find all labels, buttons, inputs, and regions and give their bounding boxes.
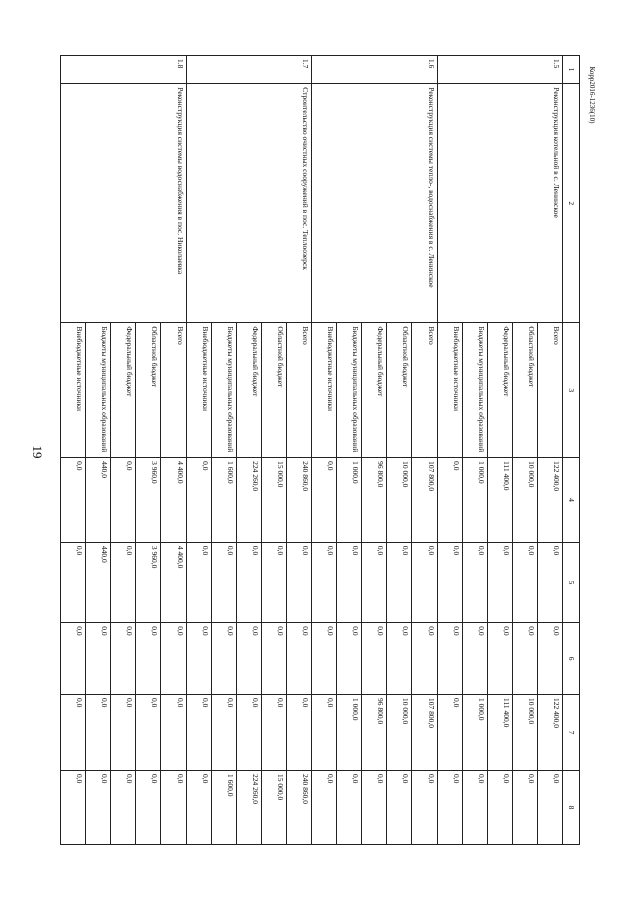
amount-cell: 0,0 (487, 542, 512, 622)
amount-cell: 0,0 (86, 771, 111, 845)
amount-cell: 1 000,0 (337, 694, 362, 770)
amount-cell: 10 000,0 (512, 694, 537, 770)
item-name: Строительство очистных сооружений в пос. Теплоозерск (186, 84, 311, 323)
amount-cell: 0,0 (437, 694, 462, 770)
amount-cell: 0,0 (111, 694, 136, 770)
amount-cell: 0,0 (61, 623, 86, 695)
amount-cell: 15 000,0 (261, 771, 286, 845)
amount-cell: 240 860,0 (286, 458, 311, 543)
amount-cell: 10 000,0 (512, 458, 537, 543)
item-number: 1.8 (61, 56, 187, 84)
amount-cell: 0,0 (387, 542, 412, 622)
document-code: Корр2016-1236(10) (588, 66, 596, 124)
amount-cell: 0,0 (61, 542, 86, 622)
amount-cell: 0,0 (512, 542, 537, 622)
table-row (286, 56, 311, 845)
item-number: 1.5 (437, 56, 562, 84)
header-cell: 8 (563, 771, 580, 845)
amount-cell: 3 960,0 (136, 458, 161, 543)
amount-cell: 0,0 (412, 542, 437, 622)
amount-cell: 10 000,0 (387, 694, 412, 770)
rotated-table-wrapper (60, 55, 580, 845)
amount-cell: 1 600,0 (211, 771, 236, 845)
amount-cell: 224 260,0 (236, 458, 261, 543)
amount-cell: 0,0 (261, 623, 286, 695)
item-name: Реконструкция котельной в с. Ленинское (437, 84, 562, 323)
amount-cell: 0,0 (412, 623, 437, 695)
item-name: Реконструкция системы водоснабжения в пос. Николаевка (61, 84, 187, 323)
amount-cell: 0,0 (186, 694, 211, 770)
amount-cell: 4 400,0 (161, 542, 186, 622)
item-name: Реконструкция системы тепло-, водоснабжения в с. Ленинское (312, 84, 437, 323)
header-cell: 6 (563, 623, 580, 695)
funding-source: Областной бюджет (387, 323, 412, 458)
amount-cell: 0,0 (61, 694, 86, 770)
amount-cell: 0,0 (462, 623, 487, 695)
amount-cell: 440,0 (86, 458, 111, 543)
amount-cell: 96 800,0 (362, 694, 387, 770)
amount-cell: 96 800,0 (362, 458, 387, 543)
amount-cell: 0,0 (437, 458, 462, 543)
item-number: 1.7 (186, 56, 311, 84)
amount-cell: 0,0 (537, 771, 562, 845)
table-row (412, 56, 437, 845)
amount-cell: 0,0 (186, 771, 211, 845)
amount-cell: 0,0 (261, 694, 286, 770)
funding-source: Федеральный бюджет (236, 323, 261, 458)
amount-cell: 0,0 (186, 542, 211, 622)
amount-cell: 0,0 (111, 623, 136, 695)
amount-cell: 0,0 (412, 771, 437, 845)
amount-cell: 0,0 (136, 623, 161, 695)
amount-cell: 0,0 (286, 542, 311, 622)
amount-cell: 0,0 (512, 771, 537, 845)
amount-cell: 0,0 (437, 771, 462, 845)
amount-cell: 0,0 (261, 542, 286, 622)
amount-cell: 107 800,0 (412, 694, 437, 770)
amount-cell: 0,0 (111, 542, 136, 622)
funding-source: Внебюджетные источники (312, 323, 337, 458)
amount-cell: 0,0 (211, 694, 236, 770)
funding-source: Областной бюджет (136, 323, 161, 458)
amount-cell: 0,0 (487, 623, 512, 695)
amount-cell: 0,0 (362, 771, 387, 845)
funding-source: Внебюджетные источники (186, 323, 211, 458)
funding-source: Областной бюджет (512, 323, 537, 458)
amount-cell: 0,0 (437, 542, 462, 622)
amount-cell: 0,0 (512, 623, 537, 695)
amount-cell: 0,0 (111, 458, 136, 543)
amount-cell: 0,0 (186, 623, 211, 695)
amount-cell: 0,0 (236, 542, 261, 622)
table-row (537, 56, 562, 845)
amount-cell: 0,0 (161, 694, 186, 770)
funding-source: Бюджеты муниципальных образований (211, 323, 236, 458)
funding-source: Федеральный бюджет (362, 323, 387, 458)
header-cell: 7 (563, 694, 580, 770)
amount-cell: 0,0 (362, 623, 387, 695)
amount-cell: 0,0 (86, 623, 111, 695)
amount-cell: 0,0 (462, 542, 487, 622)
amount-cell: 0,0 (312, 458, 337, 543)
amount-cell: 0,0 (537, 542, 562, 622)
amount-cell: 0,0 (312, 623, 337, 695)
header-cell: 1 (563, 56, 580, 84)
amount-cell: 0,0 (211, 542, 236, 622)
amount-cell: 0,0 (236, 694, 261, 770)
amount-cell: 0,0 (236, 623, 261, 695)
header-row (563, 56, 580, 845)
funding-source: Внебюджетные источники (61, 323, 86, 458)
amount-cell: 3 960,0 (136, 542, 161, 622)
funding-source: Бюджеты муниципальных образований (462, 323, 487, 458)
amount-cell: 0,0 (312, 542, 337, 622)
amount-cell: 0,0 (487, 771, 512, 845)
budget-table (60, 55, 580, 845)
amount-cell: 0,0 (136, 771, 161, 845)
amount-cell: 0,0 (286, 623, 311, 695)
amount-cell: 0,0 (537, 623, 562, 695)
header-cell: 4 (563, 458, 580, 543)
amount-cell: 1 000,0 (462, 458, 487, 543)
amount-cell: 15 000,0 (261, 458, 286, 543)
amount-cell: 1 000,0 (337, 458, 362, 543)
header-cell: 2 (563, 84, 580, 323)
amount-cell: 0,0 (337, 771, 362, 845)
amount-cell: 10 000,0 (387, 458, 412, 543)
funding-source: Внебюджетные источники (437, 323, 462, 458)
amount-cell: 440,0 (86, 542, 111, 622)
amount-cell: 107 800,0 (412, 458, 437, 543)
amount-cell: 0,0 (337, 623, 362, 695)
funding-source: Федеральный бюджет (487, 323, 512, 458)
funding-source: Всего (286, 323, 311, 458)
amount-cell: 0,0 (61, 771, 86, 845)
amount-cell: 122 400,0 (537, 694, 562, 770)
item-number: 1.6 (312, 56, 437, 84)
amount-cell: 0,0 (111, 771, 136, 845)
funding-source: Бюджеты муниципальных образований (337, 323, 362, 458)
amount-cell: 0,0 (387, 623, 412, 695)
amount-cell: 111 400,0 (487, 458, 512, 543)
amount-cell: 0,0 (211, 623, 236, 695)
amount-cell: 0,0 (437, 623, 462, 695)
amount-cell: 240 860,0 (286, 771, 311, 845)
amount-cell: 0,0 (312, 771, 337, 845)
header-cell: 5 (563, 542, 580, 622)
amount-cell: 1 600,0 (211, 458, 236, 543)
amount-cell: 0,0 (387, 771, 412, 845)
amount-cell: 0,0 (161, 623, 186, 695)
amount-cell: 0,0 (136, 694, 161, 770)
amount-cell: 0,0 (312, 694, 337, 770)
amount-cell: 0,0 (286, 694, 311, 770)
amount-cell: 0,0 (86, 694, 111, 770)
funding-source: Всего (537, 323, 562, 458)
amount-cell: 224 260,0 (236, 771, 261, 845)
amount-cell: 0,0 (337, 542, 362, 622)
table-row (161, 56, 186, 845)
funding-source: Бюджеты муниципальных образований (86, 323, 111, 458)
amount-cell: 4 400,0 (161, 458, 186, 543)
amount-cell: 0,0 (186, 458, 211, 543)
amount-cell: 1 000,0 (462, 694, 487, 770)
funding-source: Всего (412, 323, 437, 458)
amount-cell: 111 400,0 (487, 694, 512, 770)
amount-cell: 0,0 (61, 458, 86, 543)
amount-cell: 122 400,0 (537, 458, 562, 543)
header-cell: 3 (563, 323, 580, 458)
funding-source: Областной бюджет (261, 323, 286, 458)
page-number: 19 (30, 445, 45, 459)
funding-source: Всего (161, 323, 186, 458)
amount-cell: 0,0 (161, 771, 186, 845)
amount-cell: 0,0 (462, 771, 487, 845)
amount-cell: 0,0 (362, 542, 387, 622)
funding-source: Федеральный бюджет (111, 323, 136, 458)
